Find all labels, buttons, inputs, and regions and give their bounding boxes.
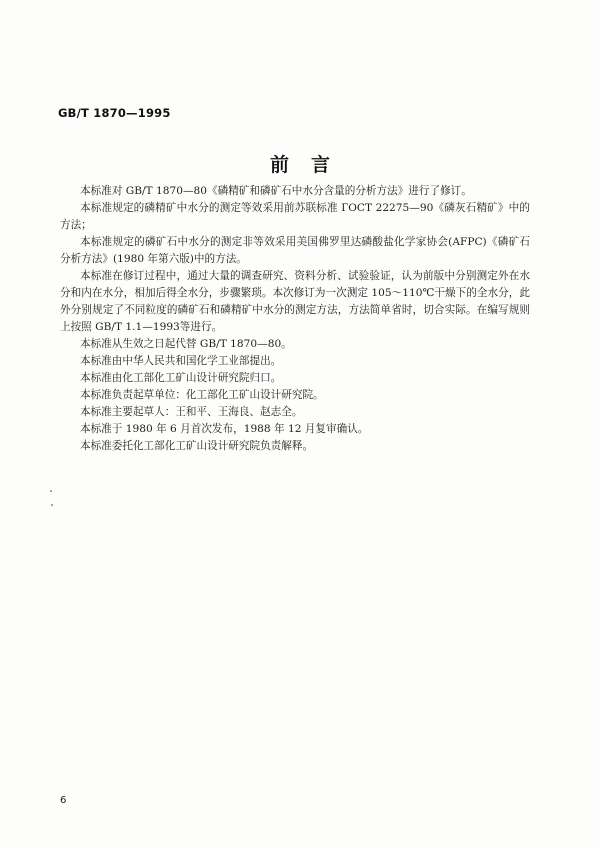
paragraph-centralized-by: 本标准由化工部化工矿山设计研究院归口。 [80,372,282,384]
foreword-body [60,183,530,455]
scan-speck [50,490,52,492]
scan-speck [51,504,53,506]
paragraph-revision-process: 本标准在修订过程中，通过大量的调查研究、资料分析、试验验证，认为前版中分别测定外在水分和内在水分，相加后得全水分，步骤繁琐。本次修订为一次测定 105～110℃干燥下的全水分，此外分别规定了不同粒度的磷矿石和磷精矿中水分的测定方法，方法简单省时，切合实际。在编写规则上按照 GB/T 1.1—1993等进行。 [60,270,530,333]
paragraph-revision: 本标准对 GB/T 1870—80《磷精矿和磷矿石中水分含量的分析方法》进行了修订。 [80,185,472,197]
page-title: 前言 [269,154,352,176]
page-number: 6 [60,795,67,806]
paragraph-drafting-unit: 本标准负责起草单位：化工部化工矿山设计研究院。 [80,389,324,401]
paragraph-interpretation: 本标准委托化工部化工矿山设计研究院负责解释。 [80,440,314,452]
paragraph-concentrate-method: 本标准规定的磷精矿中水分的测定等效采用前苏联标准 ГОСТ 22275—90《磷灰石精矿》中的方法； [60,202,530,231]
paragraph-drafters: 本标准主要起草人：王和平、王海良、赵志全。 [80,406,303,418]
paragraph-supersedes: 本标准从生效之日起代替 GB/T 1870—80。 [80,338,292,350]
paragraph-history: 本标准于 1980 年 6 月首次发布，1988 年 12 月复审确认。 [80,423,369,435]
standard-code: GB/T 1870—1995 [58,106,171,120]
paragraph-proposed-by: 本标准由中华人民共和国化学工业部提出。 [80,355,282,367]
paragraph-ore-method: 本标准规定的磷矿石中水分的测定非等效采用美国佛罗里达磷酸盐化学家协会(AFPC)《磷矿石分析方法》(1980 年第六版)中的方法。 [60,236,530,265]
